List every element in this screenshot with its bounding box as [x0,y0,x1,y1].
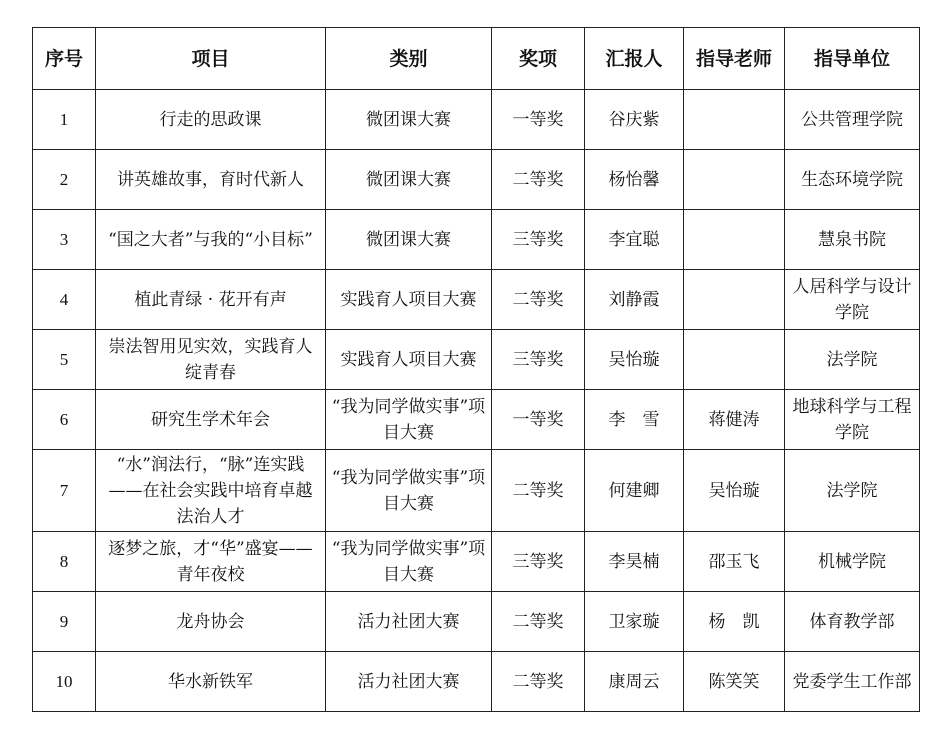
cell-category: 活力社团大赛 [326,592,492,652]
cell-reporter: 吴怡璇 [585,330,684,390]
header-advisor: 指导老师 [684,28,785,90]
cell-advisor: 杨 凯 [684,592,785,652]
cell-project: 龙舟协会 [96,592,326,652]
cell-project: 研究生学术年会 [96,390,326,450]
cell-seq: 2 [33,150,96,210]
cell-reporter: 康周云 [585,652,684,712]
table-row [33,210,920,270]
cell-award: 二等奖 [492,652,585,712]
header-category: 类别 [326,28,492,90]
cell-category: 实践育人项目大赛 [326,270,492,330]
cell-award: 二等奖 [492,592,585,652]
cell-project: 植此青绿 · 花开有声 [96,270,326,330]
cell-award: 一等奖 [492,390,585,450]
cell-reporter: 卫家璇 [585,592,684,652]
cell-project: 讲英雄故事，育时代新人 [96,150,326,210]
cell-award: 二等奖 [492,450,585,532]
cell-seq: 1 [33,90,96,150]
cell-unit: 党委学生工作部 [785,652,920,712]
cell-award: 三等奖 [492,532,585,592]
cell-seq: 6 [33,390,96,450]
header-award: 奖项 [492,28,585,90]
cell-seq: 10 [33,652,96,712]
cell-seq: 3 [33,210,96,270]
cell-category: 实践育人项目大赛 [326,330,492,390]
cell-reporter: 李宜聪 [585,210,684,270]
cell-unit: 慧泉书院 [785,210,920,270]
cell-unit: 法学院 [785,450,920,532]
table-row [33,330,920,390]
header-row [33,28,920,90]
cell-advisor: 吴怡璇 [684,450,785,532]
cell-advisor [684,330,785,390]
table-row [33,390,920,450]
table-row [33,652,920,712]
cell-category: 微团课大赛 [326,150,492,210]
cell-advisor [684,210,785,270]
cell-category: “我为同学做实事”项目大赛 [326,450,492,532]
table-row [33,270,920,330]
table-row [33,592,920,652]
header-project: 项目 [96,28,326,90]
cell-category: 微团课大赛 [326,90,492,150]
header-seq: 序号 [33,28,96,90]
cell-seq: 7 [33,450,96,532]
cell-unit: 公共管理学院 [785,90,920,150]
header-unit: 指导单位 [785,28,920,90]
cell-advisor [684,90,785,150]
cell-project: “国之大者”与我的“小目标” [96,210,326,270]
cell-category: “我为同学做实事”项目大赛 [326,390,492,450]
cell-advisor: 蒋健涛 [684,390,785,450]
cell-award: 一等奖 [492,90,585,150]
header-reporter: 汇报人 [585,28,684,90]
cell-unit: 生态环境学院 [785,150,920,210]
cell-reporter: 李 雪 [585,390,684,450]
table-row [33,532,920,592]
cell-advisor: 陈笑笑 [684,652,785,712]
cell-unit: 体育教学部 [785,592,920,652]
table-row [33,450,920,532]
cell-seq: 4 [33,270,96,330]
cell-category: 微团课大赛 [326,210,492,270]
cell-advisor [684,270,785,330]
cell-reporter: 谷庆紫 [585,90,684,150]
table-row [33,150,920,210]
cell-seq: 9 [33,592,96,652]
cell-unit: 人居科学与设计学院 [785,270,920,330]
table-header [33,28,920,90]
cell-award: 二等奖 [492,270,585,330]
cell-project: “水”润法行，“脉”连实践——在社会实践中培育卓越法治人才 [96,450,326,532]
cell-category: 活力社团大赛 [326,652,492,712]
cell-category: “我为同学做实事”项目大赛 [326,532,492,592]
cell-seq: 8 [33,532,96,592]
cell-reporter: 李昊楠 [585,532,684,592]
cell-project: 华水新铁军 [96,652,326,712]
table-body [33,90,920,712]
cell-reporter: 杨怡馨 [585,150,684,210]
cell-unit: 地球科学与工程学院 [785,390,920,450]
cell-unit: 机械学院 [785,532,920,592]
cell-project: 崇法智用见实效，实践育人绽青春 [96,330,326,390]
cell-advisor [684,150,785,210]
cell-unit: 法学院 [785,330,920,390]
awards-table [32,27,920,712]
cell-reporter: 刘静霞 [585,270,684,330]
cell-reporter: 何建卿 [585,450,684,532]
table-row [33,90,920,150]
cell-project: 逐梦之旅，才“华”盛宴——青年夜校 [96,532,326,592]
cell-seq: 5 [33,330,96,390]
cell-advisor: 邵玉飞 [684,532,785,592]
cell-award: 二等奖 [492,150,585,210]
cell-award: 三等奖 [492,210,585,270]
cell-project: 行走的思政课 [96,90,326,150]
cell-award: 三等奖 [492,330,585,390]
